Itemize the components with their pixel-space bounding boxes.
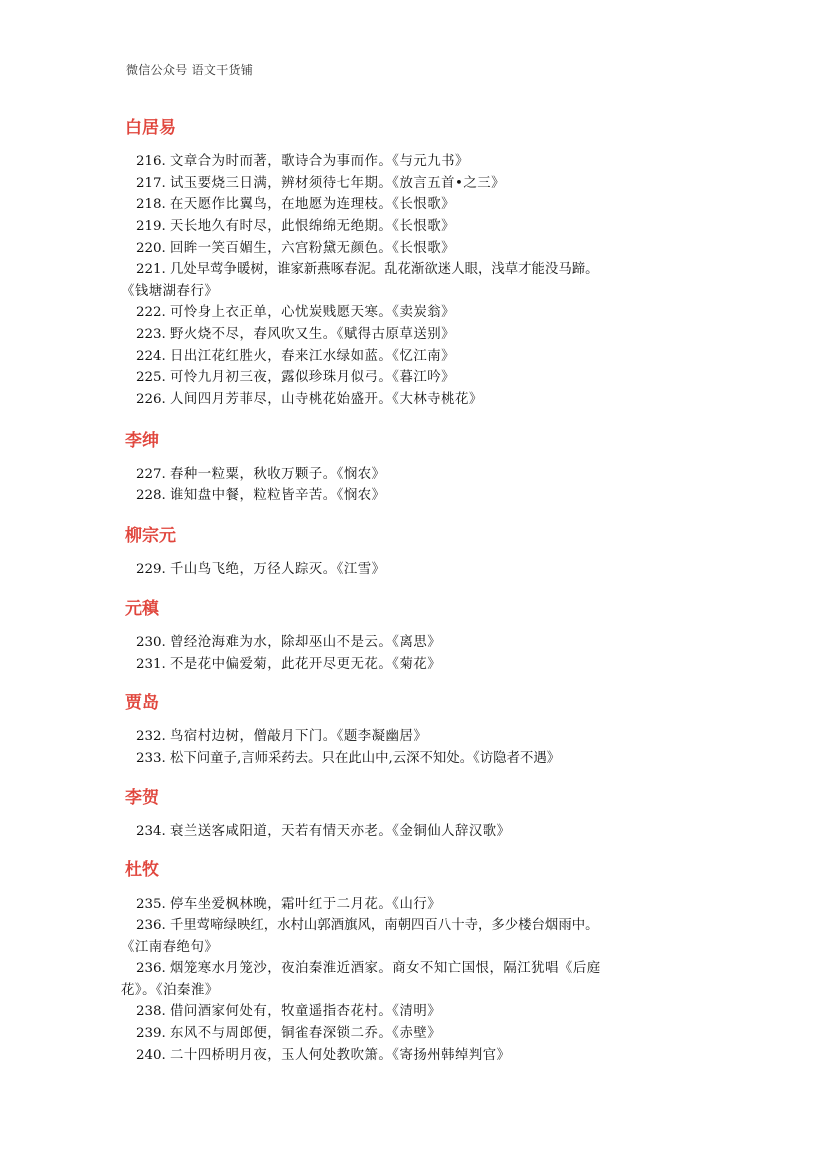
line-number: 226.: [136, 392, 166, 407]
line-number: 236.: [136, 961, 166, 976]
line-number: 236.: [136, 918, 166, 933]
section-title: 杜牧: [125, 860, 159, 880]
poem-line: [136, 389, 716, 411]
line-number: 221.: [136, 262, 166, 277]
poem-line: [136, 748, 716, 770]
poem-line: [136, 367, 716, 389]
line-number: 217.: [136, 176, 166, 191]
poem-line: [136, 346, 716, 368]
line-number: 222.: [136, 305, 166, 320]
line-text: 借问酒家何处有，牧童遥指杏花村。《清明》: [170, 1004, 442, 1019]
line-text: 不是花中偏爱菊，此花开尽更无花。《菊花》: [170, 657, 442, 672]
line-text: 鸟宿村边树，僧敲月下门。《题李凝幽居》: [170, 729, 428, 744]
line-text: 衰兰送客咸阳道，天若有情天亦老。《金铜仙人辞汉歌》: [170, 824, 511, 839]
poem-line: [136, 559, 716, 581]
line-number: 219.: [136, 219, 166, 234]
line-number: 225.: [136, 370, 166, 385]
line-number: 218.: [136, 197, 166, 212]
line-number: 238.: [136, 1004, 166, 1019]
poem-line: [136, 238, 716, 260]
line-text: 可怜身上衣正单，心忧炭贱愿天寒。《卖炭翁》: [170, 305, 456, 320]
line-number: 231.: [136, 657, 166, 672]
line-text: 停车坐爱枫林晚，霜叶红于二月花。《山行》: [170, 897, 442, 912]
line-number: 228.: [136, 488, 166, 503]
section-title: 元稹: [125, 599, 159, 619]
section-title: 李绅: [125, 431, 159, 451]
page-header: 微信公众号 语文干货铺: [126, 63, 254, 77]
poem-line: [136, 324, 716, 346]
poem-line: [136, 894, 716, 916]
line-text: 几处早莺争暖树，谁家新燕啄春泥。乱花渐欲迷人眼，浅草才能没马蹄。: [170, 262, 599, 277]
poem-line: [136, 194, 716, 216]
line-text: 可怜九月初三夜，露似珍珠月似弓。《暮江吟》: [170, 370, 456, 385]
poem-line: [136, 302, 716, 324]
poem-line: [136, 726, 716, 748]
line-number: 239.: [136, 1026, 166, 1041]
poem-line: [136, 464, 716, 486]
section-title: 柳宗元: [125, 526, 176, 546]
line-text: 春种一粒粟，秋收万颗子。《悯农》: [170, 467, 386, 482]
line-number: 216.: [136, 154, 166, 169]
line-number: 240.: [136, 1048, 166, 1063]
line-text: 试玉要烧三日满，辨材须待七年期。《放言五首•之三》: [170, 176, 506, 191]
line-text: 野火烧不尽，春风吹又生。《赋得古原草送别》: [170, 327, 456, 342]
line-text: 人间四月芳菲尽，山寺桃花始盛开。《大林寺桃花》: [170, 392, 483, 407]
line-continuation: 《江南春绝句》: [121, 940, 219, 955]
line-continuation: 花》。《泊秦淮》: [121, 983, 219, 998]
section-title: 李贺: [125, 788, 159, 808]
line-text: 在天愿作比翼鸟，在地愿为连理枝。《长恨歌》: [170, 197, 456, 212]
poem-line: [136, 259, 716, 281]
line-number: 224.: [136, 349, 166, 364]
line-text: 松下问童子,言师采药去。只在此山中,云深不知处。《访隐者不遇》: [170, 751, 561, 766]
poem-line: [136, 151, 716, 173]
poem-line: [136, 1045, 716, 1067]
line-text: 天长地久有时尽，此恨绵绵无绝期。《长恨歌》: [170, 219, 456, 234]
line-number: 232.: [136, 729, 166, 744]
line-text: 二十四桥明月夜，玉人何处教吹箫。《寄扬州韩绰判官》: [170, 1048, 511, 1063]
line-number: 229.: [136, 562, 166, 577]
line-number: 220.: [136, 241, 166, 256]
poem-line: [136, 958, 716, 980]
section-title: 贾岛: [125, 693, 159, 713]
poem-line: [136, 1001, 716, 1023]
poem-line: [136, 1023, 716, 1045]
line-number: 227.: [136, 467, 166, 482]
line-number: 233.: [136, 751, 166, 766]
poem-line: [136, 821, 716, 843]
line-text: 烟笼寒水月笼沙，夜泊秦淮近酒家。商女不知亡国恨，隔江犹唱《后庭: [170, 961, 601, 976]
line-text: 曾经沧海难为水，除却巫山不是云。《离思》: [170, 635, 442, 650]
line-text: 千里莺啼绿映红，水村山郭酒旗风，南朝四百八十寺，多少楼台烟雨中。: [170, 918, 599, 933]
line-text: 千山鸟飞绝，万径人踪灭。《江雪》: [170, 562, 386, 577]
line-text: 日出江花红胜火，春来江水绿如蓝。《忆江南》: [170, 349, 456, 364]
line-number: 223.: [136, 327, 166, 342]
poem-line: [136, 654, 716, 676]
line-continuation: 《钱塘湖春行》: [121, 284, 219, 299]
line-text: 东风不与周郎便，铜雀春深锁二乔。《赤壁》: [170, 1026, 442, 1041]
line-text: 文章合为时而著，歌诗合为事而作。《与元九书》: [170, 154, 469, 169]
poem-line: [136, 915, 716, 937]
line-text: 谁知盘中餐，粒粒皆辛苦。《悯农》: [170, 488, 386, 503]
poem-line: [136, 632, 716, 654]
poem-line: [136, 173, 716, 195]
poem-line: [136, 216, 716, 238]
line-number: 230.: [136, 635, 166, 650]
line-number: 235.: [136, 897, 166, 912]
section-title: 白居易: [125, 118, 176, 138]
line-number: 234.: [136, 824, 166, 839]
line-text: 回眸一笑百媚生，六宫粉黛无颜色。《长恨歌》: [170, 241, 456, 256]
poem-line: [136, 485, 716, 507]
